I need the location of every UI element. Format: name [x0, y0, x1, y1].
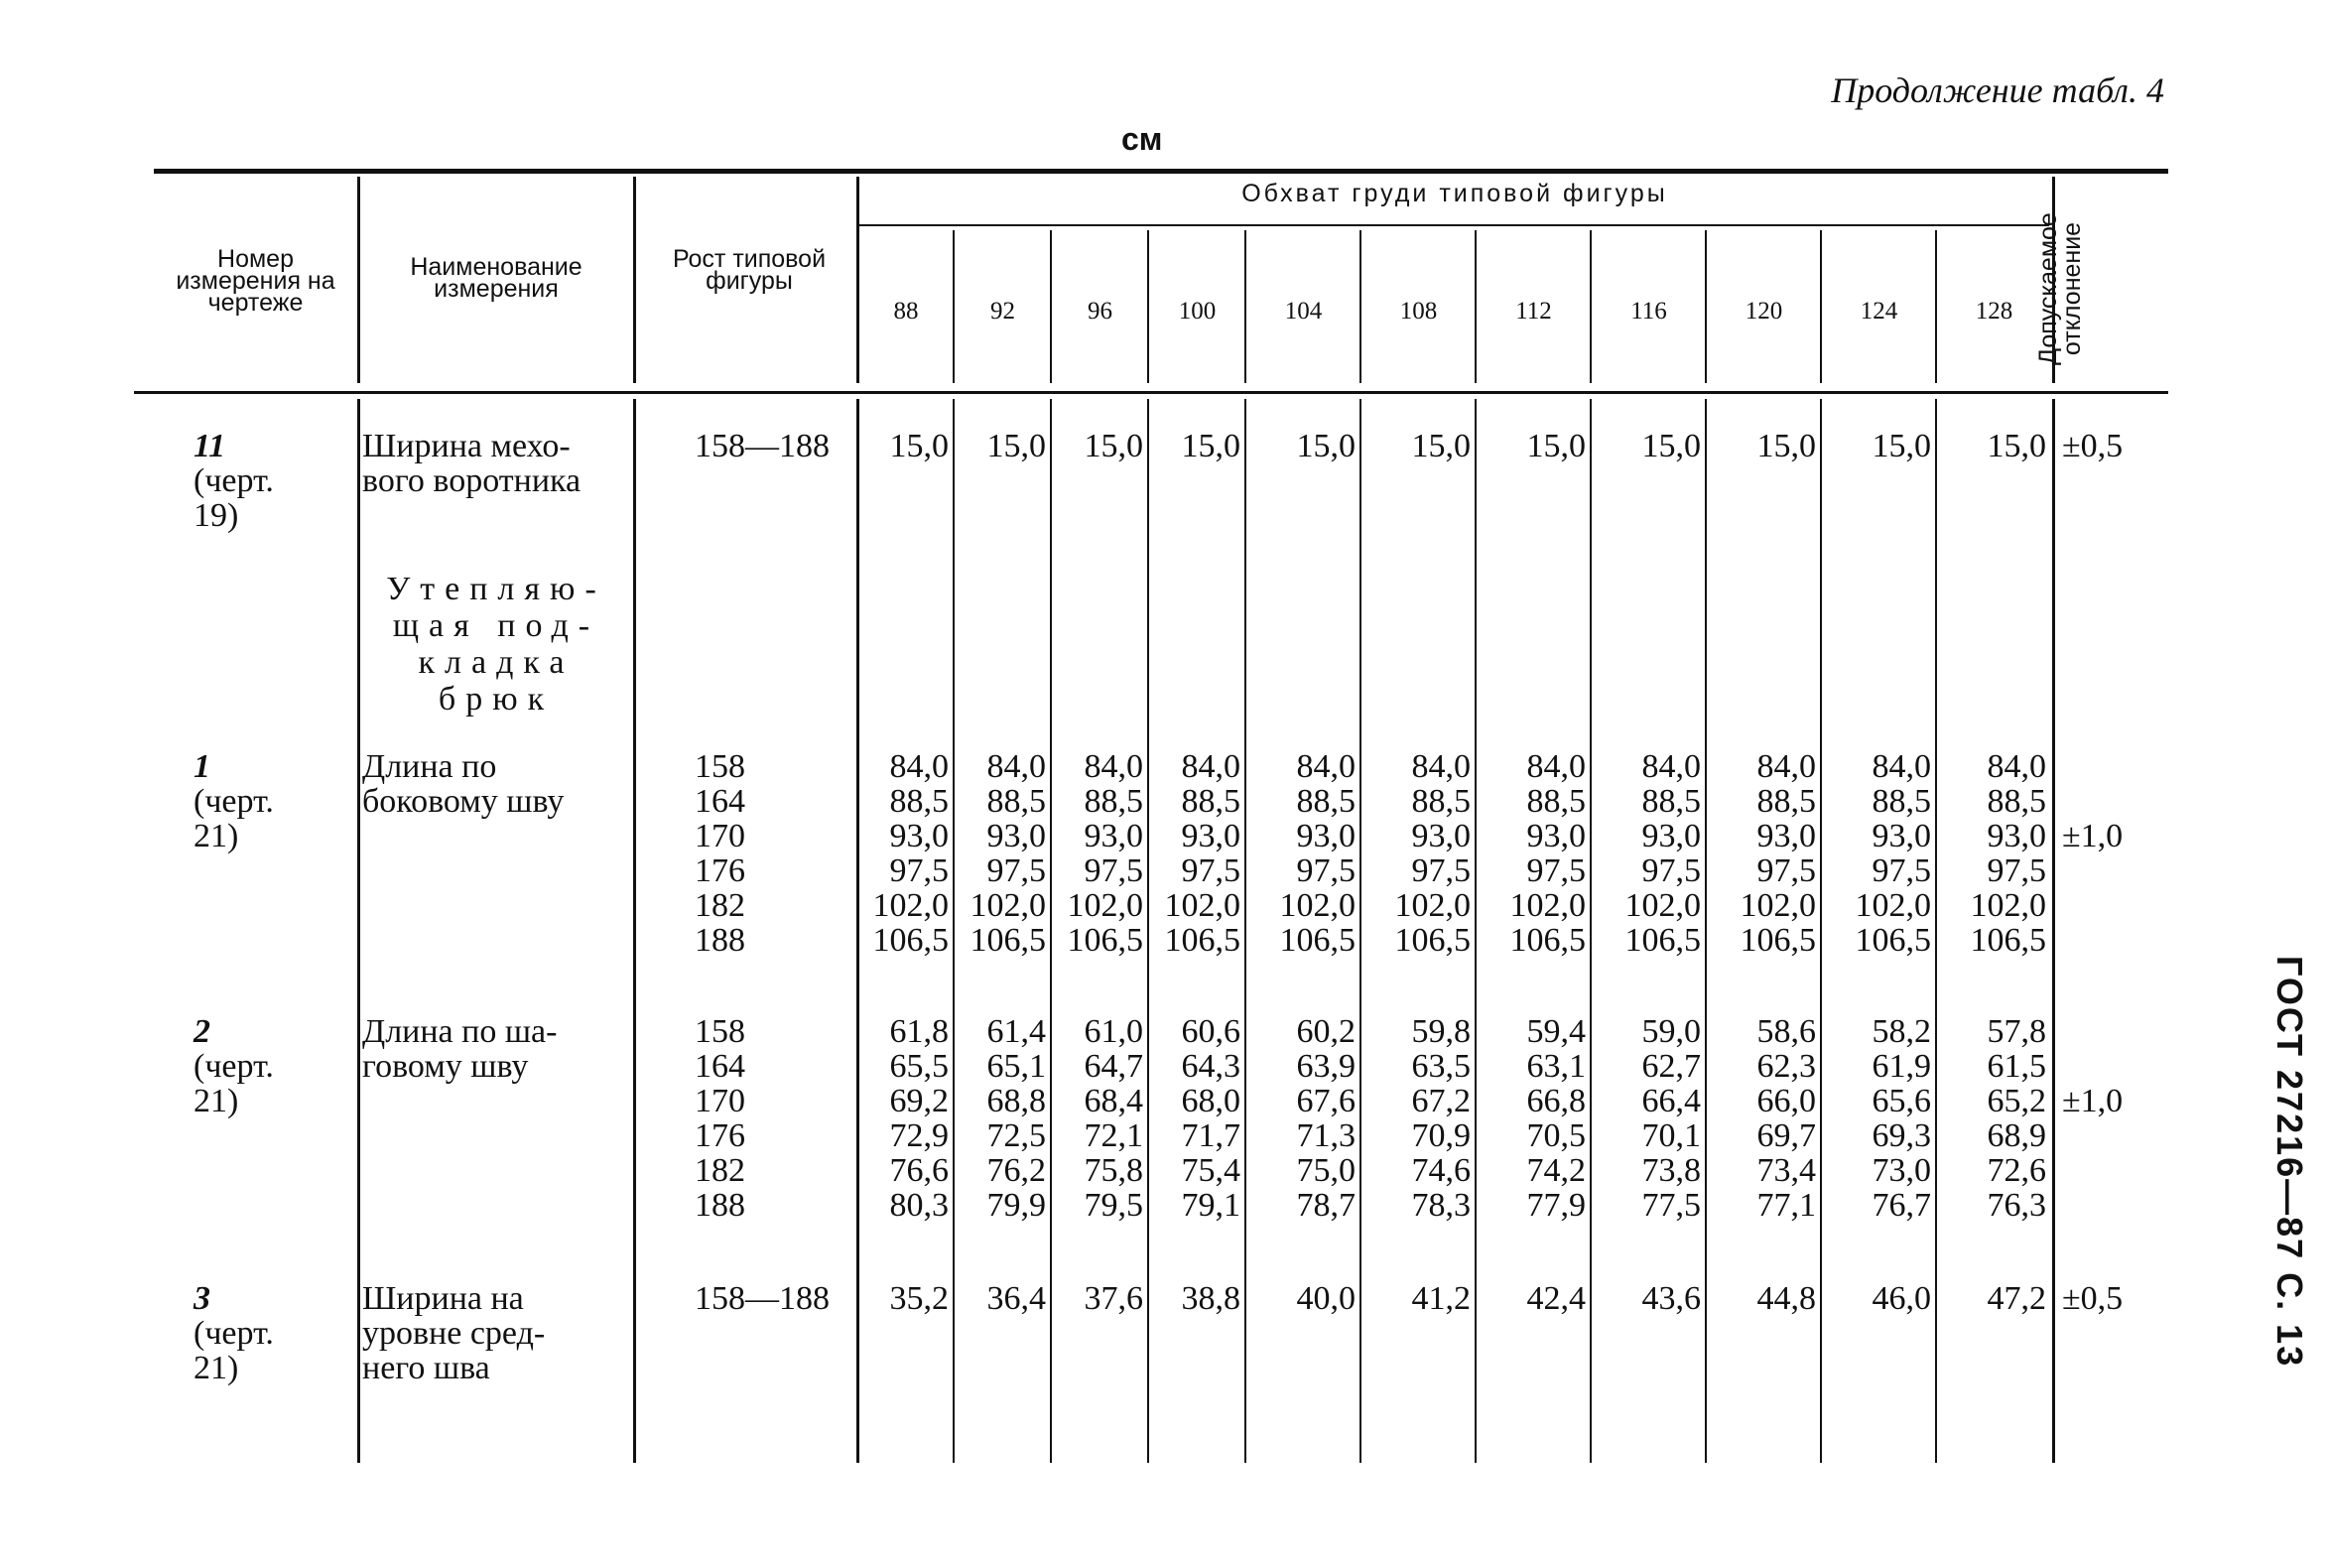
- body-col-divider: [633, 399, 636, 1463]
- chest-col-divider: [1147, 230, 1149, 383]
- col-divider: [633, 177, 636, 383]
- value-cell: 58,6 62,3 66,0 69,7 73,4 77,1: [1756, 1013, 1816, 1224]
- measure-number: 1: [194, 748, 210, 785]
- value-cell: 84,0 88,5 93,0 97,5 102,0 106,5: [1970, 748, 2046, 959]
- chest-size-header: 112: [1515, 298, 1552, 325]
- header-bottom-rule: [134, 391, 2168, 394]
- value-cell: 15,0: [1084, 428, 1143, 464]
- chest-size-header: 116: [1630, 298, 1667, 325]
- value-cell: 15,0: [1526, 428, 1586, 464]
- chest-col-divider: [1820, 230, 1822, 383]
- body-col-divider: [1935, 399, 1937, 1463]
- body-col-divider: [1590, 399, 1592, 1463]
- value-cell: 36,4: [986, 1280, 1046, 1317]
- measure-name: Длина по ша- говому шву: [362, 1013, 558, 1085]
- value-cell: 84,0 88,5 93,0 97,5 102,0 106,5: [1067, 748, 1143, 959]
- value-cell: 35,2: [889, 1280, 949, 1317]
- measure-drawing-ref: (черт. 19): [194, 462, 274, 534]
- chest-col-divider: [1705, 230, 1707, 383]
- tolerance-value: ±1,0: [2062, 1083, 2124, 1119]
- continuation-label: Продолжение табл. 4: [1831, 70, 2164, 110]
- value-cell: 57,8 61,5 65,2 68,9 72,6 76,3: [1987, 1013, 2046, 1224]
- measure-name: Ширина на уровне сред- него шва: [362, 1280, 546, 1386]
- body-col-divider: [1050, 399, 1052, 1463]
- header-chest-group: Обхват груди типовой фигуры: [1241, 180, 1668, 207]
- measure-name: Ширина мехо- вого воротника: [362, 428, 582, 499]
- measure-number: 2: [194, 1013, 210, 1050]
- value-cell: 46,0: [1872, 1280, 1931, 1317]
- value-cell: 84,0 88,5 93,0 97,5 102,0 106,5: [872, 748, 949, 959]
- body-col-divider: [953, 399, 955, 1463]
- value-cell: 15,0: [1296, 428, 1356, 464]
- figure-height: 158—188: [695, 1280, 830, 1317]
- tolerance-value: ±0,5: [2062, 1280, 2124, 1317]
- table-top-rule: [154, 169, 2168, 174]
- measure-drawing-ref: (черт. 21): [194, 1315, 274, 1386]
- value-cell: 84,0 88,5 93,0 97,5 102,0 106,5: [1394, 748, 1471, 959]
- figure-height: 158 164 170 176 182 188: [695, 1013, 745, 1224]
- body-col-divider: [1475, 399, 1477, 1463]
- chest-size-header: 124: [1860, 298, 1898, 325]
- value-cell: 84,0 88,5 93,0 97,5 102,0 106,5: [1509, 748, 1586, 959]
- chest-col-divider: [1935, 230, 1937, 383]
- value-cell: 59,0 62,7 66,4 70,1 73,8 77,5: [1641, 1013, 1701, 1224]
- col-divider: [357, 177, 360, 383]
- value-cell: 84,0 88,5 93,0 97,5 102,0 106,5: [970, 748, 1046, 959]
- value-cell: 42,4: [1526, 1280, 1586, 1317]
- chest-size-header: 88: [893, 298, 919, 325]
- header-height: Рост типовой фигуры: [672, 245, 827, 295]
- value-cell: 60,2 63,9 67,6 71,3 75,0 78,7: [1296, 1013, 1356, 1224]
- figure-height: 158 164 170 176 182 188: [695, 748, 745, 959]
- header-tolerance: Допускаемое отклонение: [2034, 212, 2086, 365]
- tolerance-value: ±1,0: [2062, 818, 2124, 854]
- body-col-divider: [357, 399, 360, 1463]
- chest-size-header: 128: [1975, 298, 2013, 325]
- value-cell: 60,6 64,3 68,0 71,7 75,4 79,1: [1181, 1013, 1240, 1224]
- col-divider: [856, 177, 859, 383]
- value-cell: 15,0: [889, 428, 949, 464]
- value-cell: 15,0: [1987, 428, 2046, 464]
- value-cell: 84,0 88,5 93,0 97,5 102,0 106,5: [1279, 748, 1356, 959]
- value-cell: 15,0: [1411, 428, 1471, 464]
- body-col-divider: [1359, 399, 1361, 1463]
- value-cell: 15,0: [1181, 428, 1240, 464]
- chest-size-header: 100: [1178, 298, 1217, 325]
- measure-drawing-ref: (черт. 21): [194, 1048, 274, 1119]
- value-cell: 84,0 88,5 93,0 97,5 102,0 106,5: [1624, 748, 1701, 959]
- value-cell: 38,8: [1181, 1280, 1240, 1317]
- chest-size-header: 104: [1284, 298, 1323, 325]
- chest-col-divider: [1475, 230, 1477, 383]
- value-cell: 61,0 64,7 68,4 72,1 75,8 79,5: [1084, 1013, 1143, 1224]
- measure-number: 11: [194, 428, 226, 464]
- value-cell: 44,8: [1756, 1280, 1816, 1317]
- value-cell: 15,0: [986, 428, 1046, 464]
- value-cell: 15,0: [1756, 428, 1816, 464]
- value-cell: 15,0: [1641, 428, 1701, 464]
- unit-label: см: [1121, 121, 1163, 157]
- header-measure-number: Номер измерения на чертеже: [176, 245, 335, 317]
- tolerance-value: ±0,5: [2062, 428, 2124, 464]
- value-cell: 84,0 88,5 93,0 97,5 102,0 106,5: [1740, 748, 1816, 959]
- value-cell: 37,6: [1084, 1280, 1143, 1317]
- chest-col-divider: [1050, 230, 1052, 383]
- value-cell: 84,0 88,5 93,0 97,5 102,0 106,5: [1164, 748, 1240, 959]
- measure-drawing-ref: (черт. 21): [194, 783, 274, 854]
- value-cell: 40,0: [1296, 1280, 1356, 1317]
- chest-size-header: 108: [1399, 298, 1438, 325]
- value-cell: 15,0: [1872, 428, 1931, 464]
- body-col-divider: [1820, 399, 1822, 1463]
- value-cell: 43,6: [1641, 1280, 1701, 1317]
- chest-size-header: 120: [1745, 298, 1783, 325]
- value-cell: 41,2: [1411, 1280, 1471, 1317]
- section-heading: Утепляю- щая под- кладка брюк: [386, 571, 606, 718]
- side-doc-label: ГОСТ 27216—87 С. 13: [2269, 956, 2310, 1369]
- body-col-divider: [2052, 399, 2055, 1463]
- value-cell: 61,4 65,1 68,8 72,5 76,2 79,9: [986, 1013, 1046, 1224]
- body-col-divider: [1244, 399, 1246, 1463]
- group-header-rule: [858, 224, 2049, 226]
- chest-col-divider: [1244, 230, 1246, 383]
- value-cell: 59,8 63,5 67,2 70,9 74,6 78,3: [1411, 1013, 1471, 1224]
- value-cell: 58,2 61,9 65,6 69,3 73,0 76,7: [1872, 1013, 1931, 1224]
- value-cell: 47,2: [1987, 1280, 2046, 1317]
- body-col-divider: [1705, 399, 1707, 1463]
- value-cell: 61,8 65,5 69,2 72,9 76,6 80,3: [889, 1013, 949, 1224]
- value-cell: 59,4 63,1 66,8 70,5 74,2 77,9: [1526, 1013, 1586, 1224]
- chest-size-header: 96: [1088, 298, 1112, 325]
- header-measure-name: Наименование измерения: [410, 253, 582, 303]
- chest-col-divider: [953, 230, 955, 383]
- measure-number: 3: [194, 1280, 210, 1317]
- body-col-divider: [1147, 399, 1149, 1463]
- value-cell: 84,0 88,5 93,0 97,5 102,0 106,5: [1855, 748, 1931, 959]
- chest-size-header: 92: [990, 298, 1015, 325]
- chest-col-divider: [1590, 230, 1592, 383]
- chest-col-divider: [1359, 230, 1361, 383]
- figure-height: 158—188: [695, 428, 830, 464]
- measure-name: Длина по боковому шву: [362, 748, 565, 820]
